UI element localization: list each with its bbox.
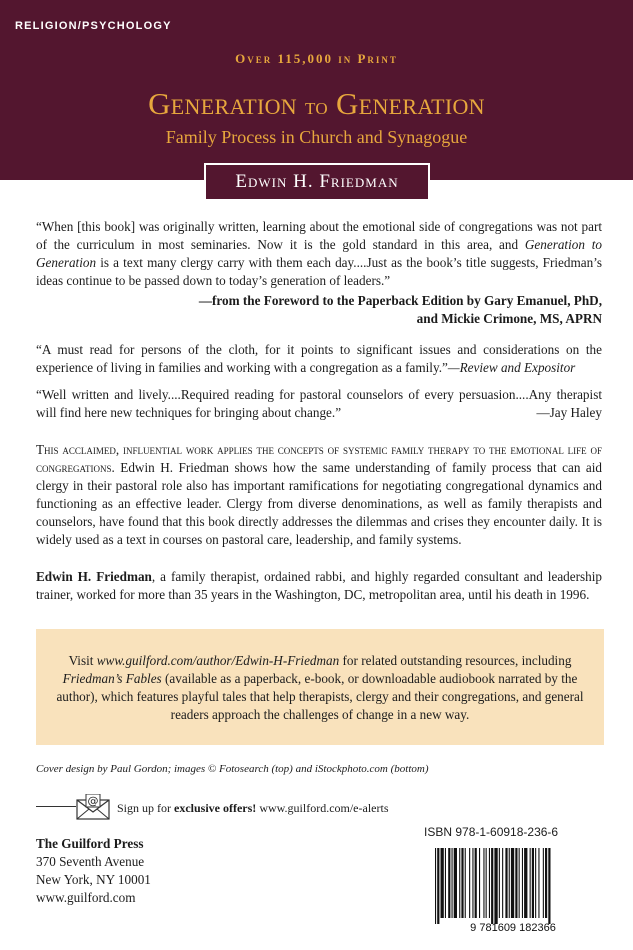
book-subtitle: Family Process in Church and Synagogue — [165, 127, 468, 147]
barcode-bar — [448, 848, 450, 918]
signup-line — [117, 801, 389, 816]
barcode-bar — [524, 848, 527, 918]
svg-text:@: @ — [87, 794, 99, 808]
barcode-bar — [483, 848, 484, 918]
barcode-bar — [545, 848, 547, 918]
barcode-bar — [469, 848, 470, 918]
title-word-1: Generation — [148, 86, 297, 121]
barcode-bar — [491, 848, 493, 924]
author-bio — [36, 568, 602, 604]
barcode-bar — [502, 848, 503, 918]
description-lead: This acclaimed, influential work applies the concepts of systemic family therapy to the emotional life of congregations. — [36, 442, 602, 475]
bio-name: Edwin H. Friedman — [36, 569, 152, 584]
divider-line — [36, 806, 76, 807]
barcode-bar — [486, 848, 487, 918]
resources-box — [36, 629, 604, 745]
resources-text-part: for related outstanding resources, including — [339, 653, 572, 668]
barcode-bar — [538, 848, 539, 918]
print-count: Over 115,000 in Print — [235, 51, 398, 66]
barcode-bar — [530, 848, 531, 918]
barcode-bar — [548, 848, 550, 924]
barcode-bar — [465, 848, 466, 918]
barcode-bar — [441, 848, 444, 918]
publisher-address — [36, 835, 151, 907]
publisher-name: The Guilford Press — [36, 836, 144, 851]
cover-header — [0, 0, 633, 180]
resources-link[interactable]: www.guilford.com/author/Edwin-H-Friedman — [96, 653, 340, 668]
quote-attribution: —Jay Haley — [536, 405, 602, 420]
barcode-bar — [475, 848, 477, 918]
haley-quote — [36, 386, 602, 422]
title-word-2: to — [305, 94, 328, 120]
barcode — [423, 842, 603, 934]
barcode-bar — [472, 848, 473, 918]
signup-link[interactable]: www.guilford.com/e-alerts — [256, 801, 389, 815]
category-label: RELIGION/PSYCHOLOGY — [15, 20, 172, 32]
barcode-bar — [454, 848, 457, 918]
barcode-bar — [535, 848, 536, 918]
cover-credit: Cover design by Paul Gordon; images © Fotosearch (top) and iStockphoto.com (bottom) — [36, 763, 429, 775]
signup-offer: exclusive offers! — [174, 801, 257, 815]
envelope-icon — [76, 794, 110, 820]
barcode-digits: 9 781609 182366 — [470, 922, 556, 934]
barcode-bar — [515, 848, 517, 918]
resources-text — [50, 652, 590, 724]
barcode-bar — [519, 848, 520, 918]
barcode-bar — [459, 848, 460, 918]
attribution-line: —from the Foreword to the Paperback Edition by Gary Emanuel, PhD, — [198, 293, 602, 308]
barcode-bar — [499, 848, 500, 918]
barcode-bar — [489, 848, 490, 918]
publisher-street: 370 Seventh Avenue — [36, 854, 145, 869]
barcode-bar — [522, 848, 523, 918]
barcode-bar — [461, 848, 463, 918]
bio-text: , a family therapist, ordained rabbi, and highly regarded consultant and leadership trainer, worked for more than 35 years in the Washington, DC, metropolitan area, until his death in 1996. — [36, 569, 602, 602]
isbn: ISBN 978-1-60918-236-6 — [424, 825, 559, 839]
barcode-bar — [452, 848, 453, 918]
publisher-website[interactable]: www.guilford.com — [36, 890, 136, 905]
barcode-bar — [543, 848, 544, 918]
foreword-attribution — [102, 292, 602, 328]
quote-text: is a text many clergy carry with them each day....Just as the book’s title suggests, Friedman’s ideas continue to be passed down to today’s generation of leaders.” — [36, 255, 602, 288]
book-description — [36, 441, 602, 549]
barcode-bar — [445, 848, 446, 918]
barcode-bar — [479, 848, 480, 918]
author-name: Edwin H. Friedman — [206, 165, 428, 199]
quote-text: “Well written and lively....Required reading for pastoral counselors of every persuasion....Any therapist will find here new techniques for bringing about change.” — [36, 387, 602, 420]
barcode-bar — [435, 848, 436, 924]
resources-text-part: (available as a paperback, e-book, or downloadable audiobook narrated by the author), which features playful tales that help therapists, clergy and their congregations, and general readers approach the challenges of change in a new way. — [56, 671, 584, 722]
book-title — [0, 86, 633, 122]
foreword-quote — [36, 218, 602, 290]
description-body: Edwin H. Friedman shows how the same understanding of family process that can aid clergy in their pastoral role also has important ramifications for negotiating congregational dynamics and functioning as an effective leader. Clergy from diverse denominations, as well as family therapists and counselors, have found that this book directly addresses the dilemmas and crises they encounter daily. It is widely used as a text in courses on pastoral care, leadership, and family systems. — [36, 460, 602, 547]
barcode-bar — [494, 848, 497, 924]
barcode-bar — [437, 848, 439, 924]
attribution-line: and Mickie Crimone, MS, APRN — [416, 311, 602, 326]
barcode-bar — [532, 848, 534, 918]
fables-title: Friedman’s Fables — [62, 671, 162, 686]
barcode-bar — [505, 848, 507, 918]
resources-text-part: Visit — [68, 653, 97, 668]
quote-attribution: —Review and Expositor — [447, 360, 576, 375]
title-word-3: Generation — [336, 86, 485, 121]
quote-book-title: Generation to Generation — [36, 237, 602, 270]
quote-text: “A must read for persons of the cloth, for it points to significant issues and considerations on the experience of living in families and working with a congregation as a family.” — [36, 342, 602, 375]
author-band — [204, 163, 430, 201]
quote-text: “When [this book] was originally written, learning about the emotional side of congregations was not part of the curriculum in most seminaries. Now it is the gold standard in this area, and — [36, 219, 602, 252]
publisher-city: New York, NY 10001 — [36, 872, 151, 887]
signup-text: Sign up for — [117, 801, 174, 815]
barcode-bar — [509, 848, 510, 918]
review-quote — [36, 341, 602, 377]
barcode-bar — [511, 848, 514, 918]
